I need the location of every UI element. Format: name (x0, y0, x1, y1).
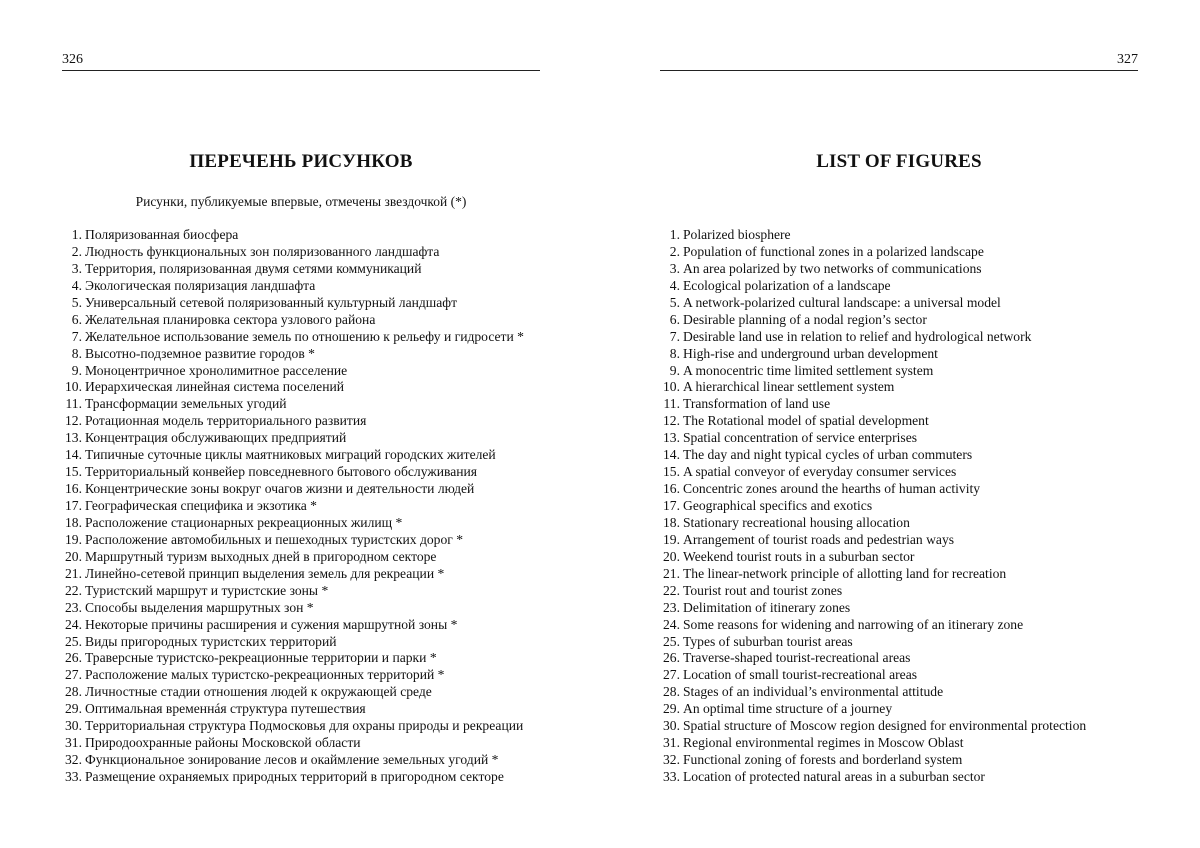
item-number: 28. (65, 684, 82, 700)
item-text: Линейно-сетевой принцип выделения земель для рекреации * (85, 565, 445, 581)
list-item (62, 566, 524, 583)
item-number: 12. (65, 413, 82, 429)
list-item (660, 566, 1086, 583)
item-number: 31. (663, 735, 680, 751)
item-number: 6. (669, 311, 680, 327)
list-item (660, 532, 1086, 549)
item-text: Desirable land use in relation to relief and hydrological network (683, 328, 1032, 344)
page-title: LIST OF FIGURES (816, 151, 982, 172)
item-text: Экологическая поляризация ландшафта (85, 277, 316, 293)
list-item (62, 379, 524, 396)
list-item (660, 379, 1086, 396)
item-text: Расположение малых туристско-рекреационных территорий * (85, 667, 445, 683)
list-item (62, 718, 524, 735)
item-text: A hierarchical linear settlement system (683, 379, 895, 395)
item-number: 16. (663, 481, 680, 497)
item-number: 2. (71, 243, 82, 259)
item-text: Трансформации земельных угодий (85, 396, 287, 412)
item-text: Regional environmental regimes in Moscow Oblast (683, 735, 964, 751)
list-item (660, 295, 1086, 312)
item-text: Delimitation of itinerary zones (683, 599, 851, 615)
list-item (62, 464, 524, 481)
item-text: Высотно-подземное развитие городов * (85, 345, 315, 361)
item-number: 32. (663, 752, 680, 768)
page-header (62, 52, 540, 71)
list-item (660, 650, 1086, 667)
list-item (62, 701, 524, 718)
item-number: 11. (65, 396, 82, 412)
item-number: 3. (669, 260, 680, 276)
item-number: 22. (65, 582, 82, 598)
list-item (62, 295, 524, 312)
item-number: 19. (663, 531, 680, 547)
list-item (660, 752, 1086, 769)
list-item (62, 447, 524, 464)
item-number: 8. (669, 345, 680, 361)
list-item (660, 617, 1086, 634)
item-number: 21. (663, 565, 680, 581)
list-item (660, 244, 1086, 261)
item-number: 8. (71, 345, 82, 361)
item-number: 14. (663, 447, 680, 463)
item-number: 14. (65, 447, 82, 463)
list-item (660, 515, 1086, 532)
list-item (62, 515, 524, 532)
item-text: Concentric zones around the hearths of human activity (683, 481, 981, 497)
item-number: 33. (65, 769, 82, 784)
item-text: Желательная планировка сектора узлового района (85, 311, 376, 327)
item-text: Моноцентричное хронолимитное расселение (85, 362, 348, 378)
item-number: 6. (71, 311, 82, 327)
list-item (660, 583, 1086, 600)
item-text: Территориальная структура Подмосковья для охраны природы и рекреации (85, 718, 524, 734)
item-number: 21. (65, 565, 82, 581)
list-item (62, 481, 524, 498)
item-number: 16. (65, 481, 82, 497)
list-item (62, 498, 524, 515)
list-item (62, 430, 524, 447)
list-item (62, 667, 524, 684)
item-number: 18. (65, 514, 82, 530)
item-text: Типичные суточные циклы маятниковых миграций городских жителей (85, 447, 496, 463)
page-title: ПЕРЕЧЕНЬ РИСУНКОВ (189, 151, 413, 172)
item-number: 13. (663, 430, 680, 446)
item-text: Stationary recreational housing allocation (683, 514, 910, 530)
item-text: Stages of an individual’s environmental attitude (683, 684, 944, 700)
item-text: Поляризованная биосфера (85, 227, 239, 242)
item-number: 9. (669, 362, 680, 378)
list-item (660, 430, 1086, 447)
item-number: 20. (663, 548, 680, 564)
figure-list (62, 227, 524, 786)
item-number: 20. (65, 548, 82, 564)
item-text: Траверсные туристско-рекреационные территории и парки * (85, 650, 437, 666)
item-text: Концентрические зоны вокруг очагов жизни и деятельности людей (85, 481, 475, 497)
item-number: 23. (65, 599, 82, 615)
list-item (660, 464, 1086, 481)
item-text: Weekend tourist routs in a suburban sector (683, 548, 915, 564)
item-text: A monocentric time limited settlement system (683, 362, 934, 378)
item-number: 7. (71, 328, 82, 344)
item-number: 28. (663, 684, 680, 700)
item-number: 17. (663, 498, 680, 513)
item-text: Some reasons for widening and narrowing of an itinerary zone (683, 616, 1024, 632)
item-text: The Rotational model of spatial development (683, 413, 929, 429)
figure-list (660, 227, 1086, 786)
list-item (660, 329, 1086, 346)
page-number: 327 (1117, 52, 1138, 67)
item-number: 24. (663, 616, 680, 632)
item-text: Desirable planning of a nodal region’s sector (683, 311, 927, 327)
item-text: Личностные стадии отношения людей к окружающей среде (85, 684, 432, 700)
item-text: Людность функциональных зон поляризованного ландшафта (85, 243, 440, 259)
list-item (62, 312, 524, 329)
item-text: Расположение автомобильных и пешеходных туристских дорог * (85, 531, 464, 547)
item-text: Желательное использование земель по отношению к рельефу и гидросети * (85, 328, 524, 344)
list-item (62, 396, 524, 413)
item-text: Природоохранные районы Московской области (85, 735, 361, 751)
item-text: A spatial conveyor of everyday consumer services (683, 464, 957, 480)
list-item (660, 498, 1086, 515)
item-number: 29. (65, 701, 82, 717)
item-number: 10. (65, 379, 82, 395)
item-text: Оптимальная временнáя структура путешествия (85, 701, 366, 717)
item-number: 25. (65, 633, 82, 649)
list-item (62, 227, 524, 244)
item-text: Иерархическая линейная система поселений (85, 379, 345, 395)
item-text: Территориальный конвейер повседневного бытового обслуживания (85, 464, 478, 480)
list-item (62, 346, 524, 363)
list-item (660, 701, 1086, 718)
item-text: Способы выделения маршрутных зон * (85, 599, 314, 615)
item-number: 27. (663, 667, 680, 683)
item-text: Traverse-shaped tourist-recreational areas (683, 650, 911, 666)
item-number: 2. (669, 243, 680, 259)
list-item (62, 650, 524, 667)
item-number: 1. (71, 227, 82, 242)
item-number: 29. (663, 701, 680, 717)
list-item (62, 549, 524, 566)
item-number: 4. (669, 277, 680, 293)
list-item (62, 532, 524, 549)
list-item (660, 312, 1086, 329)
list-item (62, 261, 524, 278)
list-item (660, 278, 1086, 295)
item-text: Location of small tourist-recreational areas (683, 667, 918, 683)
item-text: Размещение охраняемых природных территорий в пригородном секторе (85, 769, 504, 784)
list-item (660, 549, 1086, 566)
list-item (660, 769, 1086, 786)
item-text: Территория, поляризованная двумя сетями коммуникаций (85, 260, 422, 276)
item-number: 22. (663, 582, 680, 598)
item-number: 24. (65, 616, 82, 632)
list-item (660, 227, 1086, 244)
list-item (660, 346, 1086, 363)
item-text: An area polarized by two networks of communications (683, 260, 982, 276)
right-page (660, 0, 1138, 848)
item-text: Туристский маршрут и туристские зоны * (85, 582, 329, 598)
list-item (62, 752, 524, 769)
item-number: 30. (65, 718, 82, 734)
item-text: Geographical specifics and exotics (683, 498, 873, 513)
list-item (62, 769, 524, 786)
item-number: 15. (65, 464, 82, 480)
item-number: 26. (65, 650, 82, 666)
item-text: Ротационная модель территориального развития (85, 413, 367, 429)
list-item (660, 261, 1086, 278)
item-text: Polarized biosphere (683, 227, 791, 242)
item-text: The linear-network principle of allotting land for recreation (683, 565, 1007, 581)
item-number: 30. (663, 718, 680, 734)
item-text: High-rise and underground urban development (683, 345, 938, 361)
item-text: Географическая специфика и экзотика * (85, 498, 317, 513)
list-item (62, 634, 524, 651)
item-text: A network-polarized cultural landscape: a universal model (683, 294, 1001, 310)
list-item (62, 278, 524, 295)
item-text: Types of suburban tourist areas (683, 633, 853, 649)
list-item (62, 244, 524, 261)
list-item (660, 447, 1086, 464)
item-number: 32. (65, 752, 82, 768)
item-text: Некоторые причины расширения и сужения маршрутной зоны * (85, 616, 458, 632)
item-number: 19. (65, 531, 82, 547)
list-item (62, 684, 524, 701)
item-number: 5. (669, 294, 680, 310)
page-subtitle: Рисунки, публикуемые впервые, отмечены звездочкой (*) (135, 194, 467, 209)
item-number: 5. (71, 294, 82, 310)
item-text: Концентрация обслуживающих предприятий (85, 430, 347, 446)
item-number: 33. (663, 769, 680, 784)
page-number: 326 (62, 52, 83, 67)
item-text: Arrangement of tourist roads and pedestrian ways (683, 531, 955, 547)
item-text: Transformation of land use (683, 396, 831, 412)
item-text: An optimal time structure of a journey (683, 701, 893, 717)
item-text: Spatial concentration of service enterprises (683, 430, 918, 446)
list-item (660, 413, 1086, 430)
list-item (62, 329, 524, 346)
item-text: Tourist rout and tourist zones (683, 582, 843, 598)
list-item (62, 363, 524, 380)
list-item (62, 583, 524, 600)
item-number: 13. (65, 430, 82, 446)
item-number: 26. (663, 650, 680, 666)
item-number: 11. (663, 396, 680, 412)
list-item (660, 634, 1086, 651)
list-item (62, 600, 524, 617)
list-item (660, 396, 1086, 413)
item-number: 12. (663, 413, 680, 429)
item-text: Маршрутный туризм выходных дней в пригородном секторе (85, 548, 437, 564)
item-text: Универсальный сетевой поляризованный культурный ландшафт (85, 294, 458, 310)
item-text: Population of functional zones in a polarized landscape (683, 243, 984, 259)
item-text: Функциональное зонирование лесов и окаймление земельных угодий * (85, 752, 499, 768)
item-number: 10. (663, 379, 680, 395)
item-text: Functional zoning of forests and borderland system (683, 752, 963, 768)
item-number: 17. (65, 498, 82, 513)
item-number: 4. (71, 277, 82, 293)
item-text: Виды пригородных туристских территорий (85, 633, 337, 649)
list-item (62, 735, 524, 752)
item-number: 25. (663, 633, 680, 649)
item-number: 7. (669, 328, 680, 344)
item-number: 1. (669, 227, 680, 242)
item-text: The day and night typical cycles of urban commuters (683, 447, 973, 463)
item-number: 15. (663, 464, 680, 480)
item-number: 3. (71, 260, 82, 276)
left-page (62, 0, 540, 848)
item-text: Location of protected natural areas in a suburban sector (683, 769, 985, 784)
item-number: 9. (71, 362, 82, 378)
page-header (660, 52, 1138, 71)
item-number: 23. (663, 599, 680, 615)
item-number: 18. (663, 514, 680, 530)
list-item (660, 600, 1086, 617)
list-item (62, 413, 524, 430)
list-item (660, 481, 1086, 498)
item-text: Spatial structure of Moscow region designed for environmental protection (683, 718, 1087, 734)
list-item (660, 363, 1086, 380)
item-number: 27. (65, 667, 82, 683)
list-item (62, 617, 524, 634)
list-item (660, 735, 1086, 752)
list-item (660, 667, 1086, 684)
list-item (660, 684, 1086, 701)
item-text: Расположение стационарных рекреационных жилищ * (85, 514, 403, 530)
item-number: 31. (65, 735, 82, 751)
list-item (660, 718, 1086, 735)
item-text: Ecological polarization of a landscape (683, 277, 891, 293)
